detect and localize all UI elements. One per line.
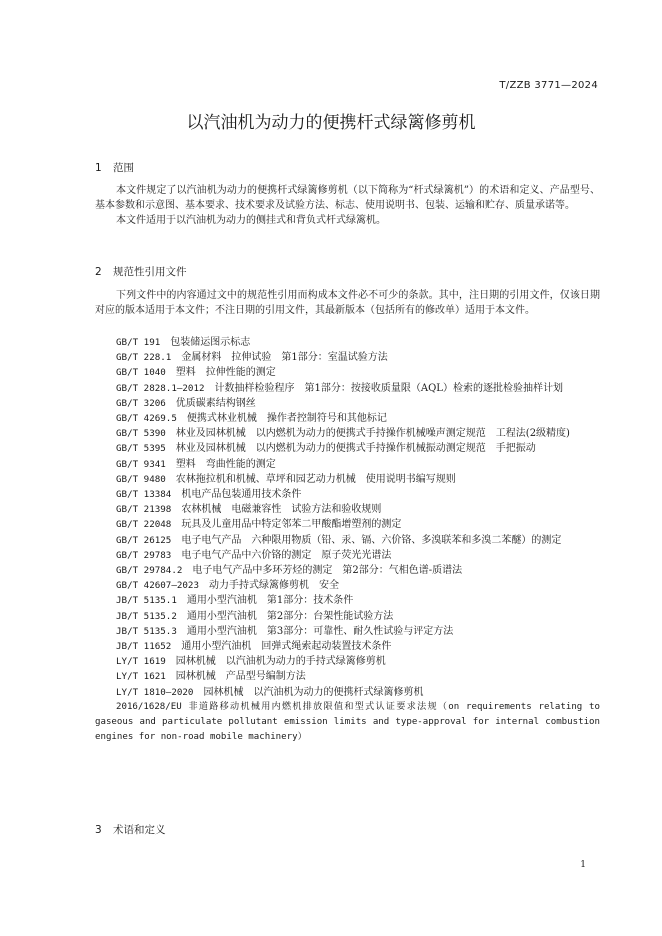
reference-title: 林业及园林机械 以内燃机为动力的便携式手持操作机械噪声测定规范 工程法(2级精度) [175,428,570,440]
paragraph: 下列文件中的内容通过文中的规范性引用而构成本文件必不可少的条款。其中，注日期的引用文件，仅该日期对应的版本适用于本文件；不注日期的引用文件，其最新版本（包括所有的修改单）适用于本文件。 [95,290,600,317]
normative-references-list [95,335,600,745]
reference-item [95,654,600,669]
reference-title: 通用小型汽油机 第1部分：技术条件 [186,595,354,607]
section-title: 术语和定义 [113,824,166,836]
reference-code: GB/T 9341 [116,458,166,470]
reference-item [95,578,600,593]
reference-code: JB/T 5135.1 [116,595,177,607]
reference-item [95,502,600,517]
reference-code: GB/T 29783 [116,549,172,561]
reference-item [95,335,600,350]
document-title: 以汽油机为动力的便携杆式绿篱修剪机 [186,113,476,133]
reference-title: 电子电气产品中多环芳烃的测定 第2部分：气相色谱-质谱法 [192,565,463,577]
reference-title: 塑料 拉伸性能的测定 [175,367,276,379]
reference-item [95,639,600,654]
reference-item [95,411,600,426]
reference-code: GB/T 13384 [116,489,172,501]
reference-title: 机电产品包装通用技术条件 [181,489,302,501]
standard-code: T/ZZB 3771—2024 [499,80,598,91]
reference-code: GB/T 26125 [116,534,172,546]
reference-item [95,381,600,396]
reference-item [95,593,600,608]
reference-code: GB/T 2828.1—2012 [116,382,205,394]
paragraph: 本文件规定了以汽油机为动力的便携杆式绿篱修剪机（以下简称为“杆式绿篱机”）的术语和定义、产品型号、基本参数和示意图、基本要求、技术要求及试验方法、标志、使用说明书、包装、运输和贮存、质量承诺等。 [95,185,600,212]
section-1-body [95,183,600,229]
reference-item [95,700,600,746]
reference-title: 计数抽样检验程序 第1部分：按接收质量限（AQL）检索的逐批检验抽样计划 [214,382,563,394]
reference-title: 玩具及儿童用品中特定邻苯二甲酸酯增塑剂的测定 [181,519,402,531]
reference-item [95,487,600,502]
reference-code: GB/T 191 [116,337,161,348]
reference-code: GB/T 29784.2 [116,565,183,577]
reference-title: 塑料 弯曲性能的测定 [175,458,276,470]
reference-item [95,517,600,532]
reference-code: LY/T 1810—2020 [116,686,194,698]
reference-title: 电子电气产品中六价铬的测定 原子荧光光谱法 [181,549,392,561]
reference-title: 非道路移动机械用内燃机排放限值和型式认证要求法规（on requirements relating to gaseous and particulate pollutant emission limits and type-approval for internal combustion engines for non-road mobile machinery） [95,701,600,743]
reference-code: LY/T 1621 [116,671,166,683]
section-1-heading [95,160,134,175]
reference-code: GB/T 42607—2023 [116,580,199,592]
reference-item [95,533,600,548]
reference-code: JB/T 11652 [116,641,172,653]
reference-code: LY/T 1619 [116,656,166,668]
reference-item [95,624,600,639]
reference-item [95,563,600,578]
section-number: 2 [95,266,102,278]
reference-title: 农林拖拉机和机械、草坪和园艺动力机械 使用说明书编写规则 [175,473,456,485]
reference-code: GB/T 9480 [116,473,166,485]
reference-item [95,396,600,411]
reference-title: 动力手持式绿篱修剪机 安全 [208,580,339,592]
reference-title: 通用小型汽油机 回弹式绳索起动装置技术条件 [181,641,392,653]
paragraph: 本文件适用于以汽油机为动力的侧挂式和背负式杆式绿篱机。 [116,215,386,227]
reference-code: GB/T 21398 [116,504,172,516]
reference-item [95,457,600,472]
reference-item [95,472,600,487]
reference-code: GB/T 3206 [116,397,166,409]
reference-title: 林业及园林机械 以内燃机为动力的便携式手持操作机械振动测定规范 手把振动 [175,443,536,455]
section-number: 3 [95,824,102,836]
reference-code: GB/T 5390 [116,428,166,440]
section-title: 范围 [113,162,134,174]
section-2-body [95,288,600,318]
reference-code: GB/T 228.1 [116,352,172,364]
reference-code: GB/T 1040 [116,367,166,379]
reference-item [95,350,600,365]
section-2-heading [95,264,187,279]
reference-item [95,669,600,684]
reference-title: 农林机械 电磁兼容性 试验方法和验收规则 [181,504,382,516]
reference-code: GB/T 4269.5 [116,413,177,425]
section-title: 规范性引用文件 [113,266,187,278]
reference-title: 金属材料 拉伸试验 第1部分：室温试验方法 [181,352,388,364]
reference-item [95,426,600,441]
reference-item [95,365,600,380]
reference-title: 优质碳素结构钢丝 [175,397,256,409]
reference-code: JB/T 5135.2 [116,610,177,622]
page-number: 1 [580,860,586,870]
reference-title: 便携式林业机械 操作者控制符号和其他标记 [186,413,387,425]
section-number: 1 [95,162,102,174]
reference-title: 电子电气产品 六种限用物质（铅、汞、镉、六价铬、多溴联苯和多溴二苯醚）的测定 [181,534,562,546]
reference-title: 园林机械 产品型号编制方法 [175,671,306,683]
section-3-heading [95,822,166,837]
reference-title: 园林机械 以汽油机为动力的手持式绿篱修剪机 [175,656,386,668]
reference-title: 通用小型汽油机 第3部分：可靠性、耐久性试验与评定方法 [186,625,454,637]
reference-title: 包装储运图示标志 [170,337,251,348]
reference-code: 2016/1628/EU [116,701,182,712]
reference-item [95,609,600,624]
reference-item [95,685,600,700]
reference-item [95,441,600,456]
reference-title: 园林机械 以汽油机为动力的便携杆式绿篱修剪机 [203,686,424,698]
reference-item [95,548,600,563]
reference-title: 通用小型汽油机 第2部分：台架性能试验方法 [186,610,394,622]
reference-code: GB/T 5395 [116,443,166,455]
reference-code: JB/T 5135.3 [116,625,177,637]
reference-code: GB/T 22048 [116,519,172,531]
